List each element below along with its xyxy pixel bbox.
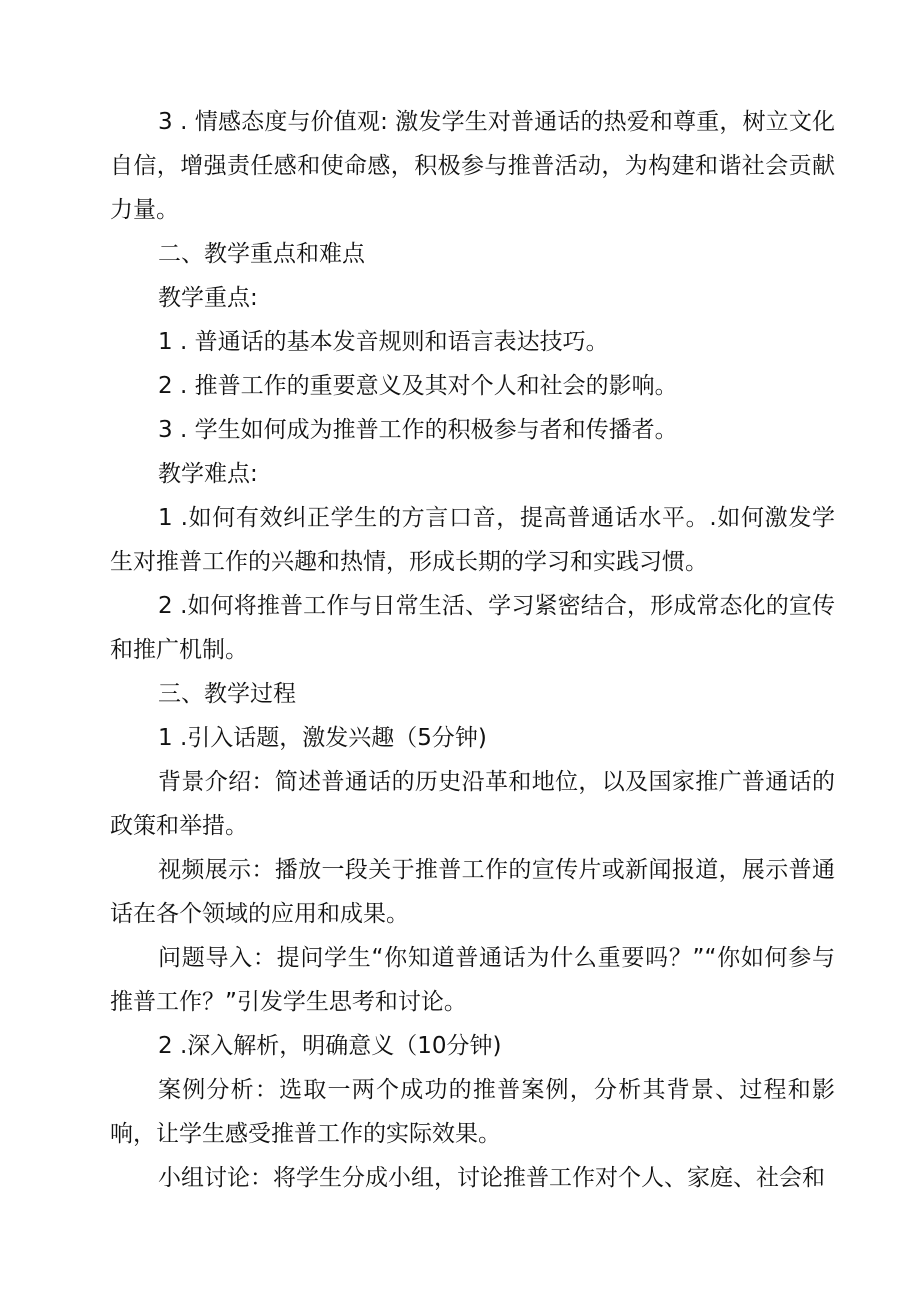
document-body	[110, 100, 835, 1200]
paragraph: 小组讨论：将学生分成小组，讨论推普工作对个人、家庭、社会和	[158, 1165, 825, 1191]
list-item: 2 .如何将推普工作与日常生活、学习紧密结合，形成常态化的宣传和推广机制。	[110, 593, 835, 663]
paragraph: 背景介绍：简述普通话的历史沿革和地位，以及国家推广普通话的政策和举措。	[110, 769, 835, 839]
step-heading: 2 .深入解析，明确意义（10分钟)	[158, 1033, 502, 1059]
list-item: 1 .如何有效纠正学生的方言口音，提高普通话水平。.如何激发学生对推普工作的兴趣和热情，形成长期的学习和实践习惯。	[110, 505, 835, 575]
step-heading: 1 .引入话题，激发兴趣（5分钟)	[158, 725, 487, 751]
list-item: 3 . 学生如何成为推普工作的积极参与者和传播者。	[158, 417, 678, 443]
section-heading-process: 三、教学过程	[158, 681, 296, 707]
subheading-difficulties: 教学难点:	[158, 461, 258, 487]
paragraph: 案例分析：选取一两个成功的推普案例，分析其背景、过程和影响，让学生感受推普工作的实际效果。	[110, 1077, 835, 1147]
subheading-key-points: 教学重点:	[158, 285, 258, 311]
list-item: 2 . 推普工作的重要意义及其对个人和社会的影响。	[158, 373, 678, 399]
paragraph-goal-3: 3 . 情感态度与价值观: 激发学生对普通话的热爱和尊重，树立文化自信，增强责任感和使命感，积极参与推普活动，为构建和谐社会贡献力量。	[110, 109, 835, 223]
paragraph: 视频展示：播放一段关于推普工作的宣传片或新闻报道，展示普通话在各个领域的应用和成果。	[110, 857, 835, 927]
paragraph: 问题导入：提问学生“你知道普通话为什么重要吗？”“你如何参与推普工作？”引发学生思考和讨论。	[110, 945, 835, 1015]
list-item: 1 . 普通话的基本发音规则和语言表达技巧。	[158, 329, 609, 355]
section-heading-key-points: 二、教学重点和难点	[158, 241, 365, 267]
